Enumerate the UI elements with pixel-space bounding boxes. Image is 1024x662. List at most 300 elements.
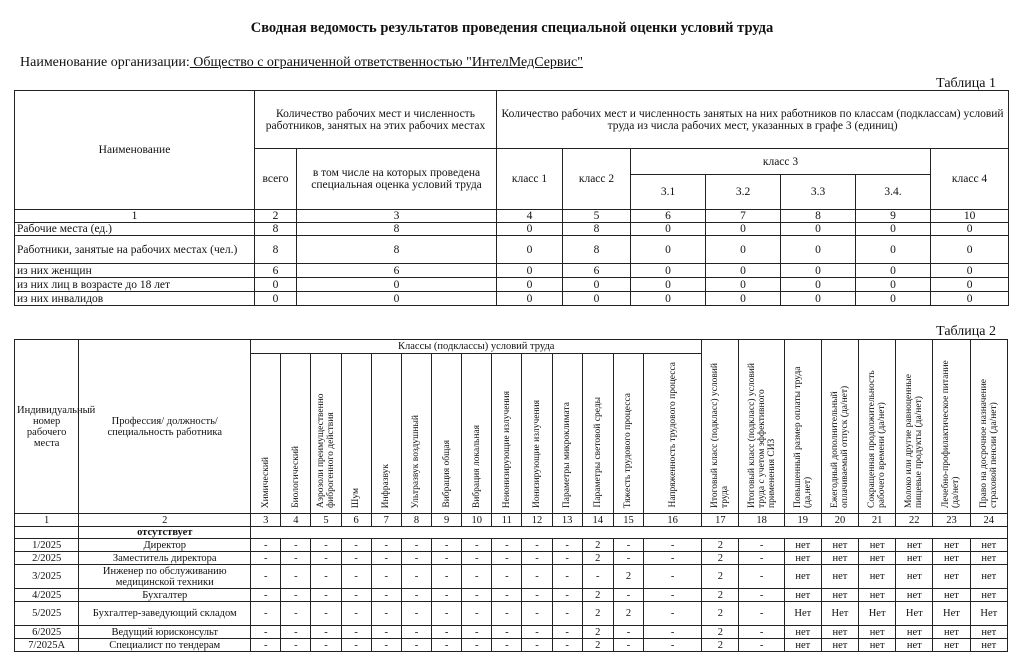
t2-cell: 2 <box>702 565 739 589</box>
t2-cell: нет <box>859 552 896 565</box>
t2-cell: - <box>341 565 371 589</box>
document-title: Сводная ведомость результатов проведения специальной оценки условий труда <box>250 20 774 36</box>
t1-header-total: всего <box>255 149 297 210</box>
t2-header-profession: Профессия/ должность/ специальность работника <box>79 340 251 514</box>
t2-header-classes: Классы (подклассы) условий труда <box>251 340 702 354</box>
t1-cell: 8 <box>563 223 631 236</box>
t2-factor-label: Параметры световой среды <box>592 397 603 508</box>
organization-name: Общество с ограниченной ответственностью "ИнтелМедСервис" <box>189 55 583 70</box>
t2-cell: - <box>281 589 311 602</box>
t2-factor-header <box>462 354 492 514</box>
t2-cell: - <box>251 626 281 639</box>
t2-cell: - <box>522 639 552 652</box>
t2-factor-label: Напряженность трудового процесса <box>667 362 678 508</box>
t1-row-name: из них инвалидов <box>15 292 255 306</box>
t2-cell: - <box>552 602 582 626</box>
t2-cell: - <box>281 539 311 552</box>
t2-cell: нет <box>933 589 970 602</box>
t2-factor-label: Вибрация общая <box>441 440 452 508</box>
table2-label: Таблица 2 <box>936 324 996 339</box>
t1-cell: 0 <box>497 278 563 292</box>
t2-cell: - <box>552 539 582 552</box>
t2-row <box>15 602 1008 626</box>
t2-cell: - <box>492 626 522 639</box>
t2-cell: - <box>644 589 702 602</box>
t2-cell: - <box>311 639 341 652</box>
t1-cell: 0 <box>781 236 856 264</box>
t1-column-number: 7 <box>706 210 781 223</box>
t2-column-number: 18 <box>739 514 784 527</box>
t2-cell: нет <box>933 539 970 552</box>
t2-cell: нет <box>970 552 1007 565</box>
t2-cell: - <box>522 552 552 565</box>
t2-cell: нет <box>933 626 970 639</box>
t2-cell: 2 <box>582 589 613 602</box>
t2-factor-header <box>644 354 702 514</box>
t2-row-id: 1/2025 <box>15 539 79 552</box>
t1-cell: 0 <box>781 223 856 236</box>
t2-row <box>15 552 1008 565</box>
t2-cell: нет <box>821 539 858 552</box>
workplaces-table <box>14 339 1008 652</box>
t2-cell: - <box>582 565 613 589</box>
t2-row-id: 6/2025 <box>15 626 79 639</box>
t2-cell: - <box>613 539 643 552</box>
t2-row-profession: Директор <box>79 539 251 552</box>
t2-column-number: 8 <box>401 514 431 527</box>
t1-cell: 8 <box>297 223 497 236</box>
t2-cell: - <box>492 639 522 652</box>
t2-cell: - <box>739 589 784 602</box>
t1-cell: 0 <box>931 236 1009 264</box>
t2-cell: - <box>432 565 462 589</box>
t2-cell: - <box>311 602 341 626</box>
t1-row <box>15 236 1009 264</box>
t1-cell: 0 <box>497 223 563 236</box>
t1-cell: 6 <box>297 264 497 278</box>
t1-cell: 0 <box>297 292 497 306</box>
t2-row <box>15 626 1008 639</box>
t1-cell: 0 <box>497 292 563 306</box>
t1-header-3-2: 3.2 <box>706 175 781 210</box>
t1-cell: 0 <box>856 236 931 264</box>
t1-cell: 0 <box>856 264 931 278</box>
organization-line <box>20 55 583 71</box>
t2-cell: - <box>432 639 462 652</box>
t2-cell: - <box>401 589 431 602</box>
t2-cell: - <box>462 602 492 626</box>
t2-row-profession: Бухгалтер <box>79 589 251 602</box>
t1-cell: 0 <box>931 292 1009 306</box>
t1-cell: 0 <box>255 292 297 306</box>
t1-cell: 0 <box>706 223 781 236</box>
t1-row-name: Работники, занятые на рабочих местах (чел.) <box>15 236 255 264</box>
t2-cell: - <box>462 552 492 565</box>
t2-cell: - <box>251 552 281 565</box>
t2-cell: нет <box>821 552 858 565</box>
t2-cell: - <box>371 589 401 602</box>
t2-cell: нет <box>784 565 821 589</box>
t2-cell: нет <box>933 565 970 589</box>
t2-cell: - <box>644 552 702 565</box>
t1-header-class2: класс 2 <box>563 149 631 210</box>
t1-cell: 8 <box>563 236 631 264</box>
t1-cell: 0 <box>706 236 781 264</box>
t2-cell: - <box>552 565 582 589</box>
t2-column-number: 22 <box>896 514 933 527</box>
t2-cell: - <box>644 565 702 589</box>
t2-row-profession: Ведущий юрисконсульт <box>79 626 251 639</box>
t2-cell: - <box>281 626 311 639</box>
t1-cell: 0 <box>631 292 706 306</box>
t2-cell: - <box>522 565 552 589</box>
t2-cell: нет <box>784 552 821 565</box>
t2-cell: Нет <box>821 602 858 626</box>
t2-cell: 2 <box>582 552 613 565</box>
t2-cell: - <box>281 602 311 626</box>
t2-cell: 2 <box>582 639 613 652</box>
t1-header-count: Количество рабочих мест и численность работников, занятых на этих рабочих местах <box>255 91 497 149</box>
t1-cell: 0 <box>856 223 931 236</box>
t2-cell: нет <box>970 539 1007 552</box>
t2-cell: нет <box>784 589 821 602</box>
t2-header-extra-leave: Ежегодный дополнительный оплачиваемый отпуск (да/нет) <box>821 340 858 514</box>
t2-factor-header <box>613 354 643 514</box>
t2-factor-header <box>552 354 582 514</box>
t1-cell: 0 <box>931 223 1009 236</box>
t2-header-final-class: Итоговый класс (подкласс) условий труда <box>702 340 739 514</box>
t2-cell: - <box>371 626 401 639</box>
t2-cell: Нет <box>859 602 896 626</box>
t1-column-number: 9 <box>856 210 931 223</box>
t2-factor-label: Аэрозоли преимущественно фиброгенного действия <box>316 393 337 508</box>
t2-column-number: 19 <box>784 514 821 527</box>
t2-cell: - <box>311 589 341 602</box>
t2-column-number: 24 <box>970 514 1007 527</box>
t1-row <box>15 292 1009 306</box>
t2-cell: - <box>281 565 311 589</box>
t2-cell: Нет <box>933 602 970 626</box>
t1-column-number: 5 <box>563 210 631 223</box>
t2-column-number: 16 <box>644 514 702 527</box>
t2-factor-label: Тяжесть трудового процесса <box>623 392 634 508</box>
t2-cell: - <box>522 602 552 626</box>
t2-column-number: 10 <box>462 514 492 527</box>
t2-cell: - <box>251 565 281 589</box>
t2-section-label: отсутствует <box>79 527 251 539</box>
t2-cell: - <box>341 602 371 626</box>
t1-row <box>15 223 1009 236</box>
t2-factor-header <box>311 354 341 514</box>
t2-header-milk: Молоко или другие равноценные пищевые продукты (да/нет) <box>896 340 933 514</box>
t2-cell: - <box>462 565 492 589</box>
t1-header-class1: класс 1 <box>497 149 563 210</box>
t2-cell: - <box>739 639 784 652</box>
t2-cell: - <box>739 626 784 639</box>
t2-cell: - <box>522 539 552 552</box>
t2-cell: 2 <box>702 552 739 565</box>
t2-header-final-class-siz: Итоговый класс (подкласс) условий труда с учетом эффективного применения СИЗ <box>739 340 784 514</box>
t2-factor-label: Биологический <box>290 446 301 508</box>
t2-column-number: 17 <box>702 514 739 527</box>
t2-cell: - <box>739 552 784 565</box>
t2-cell: - <box>739 565 784 589</box>
summary-table <box>14 90 1009 306</box>
t2-cell: нет <box>970 639 1007 652</box>
t2-cell: - <box>462 589 492 602</box>
t2-cell: - <box>371 602 401 626</box>
t2-row <box>15 565 1008 589</box>
t2-cell: - <box>644 626 702 639</box>
t1-cell: 0 <box>856 278 931 292</box>
t2-cell: - <box>432 552 462 565</box>
t2-cell: - <box>341 539 371 552</box>
t2-cell: нет <box>896 589 933 602</box>
t1-cell: 0 <box>497 264 563 278</box>
t2-cell: - <box>462 626 492 639</box>
t2-cell: 2 <box>702 602 739 626</box>
t1-cell: 8 <box>255 223 297 236</box>
t2-cell: нет <box>970 626 1007 639</box>
t2-cell: 2 <box>582 626 613 639</box>
t2-cell: - <box>613 552 643 565</box>
t2-cell: - <box>462 639 492 652</box>
t2-cell: нет <box>896 552 933 565</box>
t2-section-blank <box>15 527 79 539</box>
t2-cell: нет <box>784 539 821 552</box>
t2-column-number: 20 <box>821 514 858 527</box>
t2-cell: - <box>552 639 582 652</box>
t2-column-number: 21 <box>859 514 896 527</box>
t2-cell: нет <box>859 639 896 652</box>
t1-header-class3: класс 3 <box>631 149 931 175</box>
t2-cell: - <box>311 565 341 589</box>
t2-cell: - <box>401 626 431 639</box>
t2-cell: нет <box>821 589 858 602</box>
t1-column-number: 1 <box>15 210 255 223</box>
t1-header-3-1: 3.1 <box>631 175 706 210</box>
t2-cell: нет <box>933 639 970 652</box>
t1-cell: 6 <box>255 264 297 278</box>
t2-header-id: Индивидуальный номер рабочего места <box>15 340 79 514</box>
t2-row-id: 3/2025 <box>15 565 79 589</box>
t2-factor-label: Инфразвук <box>381 463 392 508</box>
t1-column-number: 2 <box>255 210 297 223</box>
t2-row-profession: Специалист по тендерам <box>79 639 251 652</box>
t1-cell: 0 <box>497 236 563 264</box>
t2-column-number: 7 <box>371 514 401 527</box>
t2-cell: нет <box>859 589 896 602</box>
t2-section-fill <box>251 527 1008 539</box>
t2-cell: - <box>401 639 431 652</box>
t1-cell: 0 <box>563 278 631 292</box>
t2-factor-header <box>251 354 281 514</box>
t2-cell: - <box>281 552 311 565</box>
t2-column-number: 13 <box>552 514 582 527</box>
t2-cell: 2 <box>582 539 613 552</box>
t1-header-3-4: 3.4. <box>856 175 931 210</box>
t2-header-increased-pay: Повышенный размер оплаты труда (да,нет) <box>784 340 821 514</box>
t2-cell: - <box>492 589 522 602</box>
t2-factor-label: Ионизирующие излучения <box>532 400 542 508</box>
t2-cell: 2 <box>582 602 613 626</box>
t2-cell: - <box>552 552 582 565</box>
t2-cell: - <box>492 602 522 626</box>
t1-cell: 0 <box>706 292 781 306</box>
t2-column-number: 1 <box>15 514 79 527</box>
t2-factor-label: Химический <box>260 456 271 508</box>
t2-cell: - <box>492 552 522 565</box>
t1-cell: 0 <box>706 264 781 278</box>
t1-cell: 0 <box>631 236 706 264</box>
t2-factor-label: Параметры микроклимата <box>562 401 573 508</box>
t2-cell: - <box>552 589 582 602</box>
t2-cell: 2 <box>702 639 739 652</box>
t2-factor-header <box>582 354 613 514</box>
t2-cell: нет <box>821 626 858 639</box>
t2-cell: - <box>341 589 371 602</box>
t1-cell: 0 <box>706 278 781 292</box>
t2-cell: Нет <box>970 602 1007 626</box>
t2-cell: - <box>492 565 522 589</box>
t1-column-number: 3 <box>297 210 497 223</box>
t2-row-profession: Бухгалтер-заведующий складом <box>79 602 251 626</box>
t1-cell: 0 <box>781 292 856 306</box>
t1-header-name: Наименование <box>15 91 255 210</box>
t1-row-name: из них лиц в возрасте до 18 лет <box>15 278 255 292</box>
t2-cell: - <box>644 539 702 552</box>
t2-cell: - <box>739 602 784 626</box>
t1-column-number: 10 <box>931 210 1009 223</box>
t1-cell: 0 <box>781 264 856 278</box>
t2-cell: - <box>371 639 401 652</box>
t1-column-number: 8 <box>781 210 856 223</box>
t2-factor-header <box>341 354 371 514</box>
t2-column-number: 14 <box>582 514 613 527</box>
t2-cell: нет <box>896 565 933 589</box>
t2-column-number: 3 <box>251 514 281 527</box>
t2-cell: - <box>341 626 371 639</box>
t1-header-assessed: в том числе на которых проведена специальная оценка условий труда <box>297 149 497 210</box>
t2-row <box>15 589 1008 602</box>
t2-cell: - <box>644 639 702 652</box>
t2-cell: - <box>311 552 341 565</box>
t2-row-profession: Заместитель директора <box>79 552 251 565</box>
t2-cell: - <box>492 539 522 552</box>
t1-column-number: 4 <box>497 210 563 223</box>
t2-column-number: 15 <box>613 514 643 527</box>
t2-row <box>15 539 1008 552</box>
t2-cell: - <box>432 626 462 639</box>
t2-column-number: 6 <box>341 514 371 527</box>
t2-header-reduced-hours: Сокращенная продолжительность рабочего времени (да/нет) <box>859 340 896 514</box>
t1-header-class4: класс 4 <box>931 149 1009 210</box>
t2-column-number: 9 <box>432 514 462 527</box>
t2-cell: Нет <box>784 602 821 626</box>
t2-factor-label: Вибрация локальная <box>471 424 482 508</box>
t2-cell: - <box>739 539 784 552</box>
t2-cell: - <box>371 539 401 552</box>
t2-cell: нет <box>896 539 933 552</box>
t2-cell: - <box>552 626 582 639</box>
organization-label: Наименование организации: <box>20 55 190 70</box>
t2-cell: нет <box>859 626 896 639</box>
t2-column-number: 23 <box>933 514 970 527</box>
t2-row-id: 5/2025 <box>15 602 79 626</box>
t2-cell: нет <box>784 639 821 652</box>
t2-cell: - <box>613 639 643 652</box>
t2-factor-header <box>401 354 431 514</box>
t2-cell: - <box>371 565 401 589</box>
t2-cell: - <box>432 602 462 626</box>
t2-header-early-pension: Право на досрочное назначение страховой пенсии (да/нет) <box>970 340 1007 514</box>
t2-factor-header <box>492 354 522 514</box>
t2-factor-label: Шум <box>351 487 362 508</box>
t2-column-number: 2 <box>79 514 251 527</box>
t2-cell: нет <box>859 565 896 589</box>
t2-cell: нет <box>784 626 821 639</box>
t2-cell: - <box>401 539 431 552</box>
t2-cell: - <box>462 539 492 552</box>
t1-cell: 8 <box>297 236 497 264</box>
t2-header-nutrition: Лечебно-профилактическое питание (да/нет) <box>933 340 970 514</box>
t1-cell: 8 <box>255 236 297 264</box>
t2-cell: нет <box>896 639 933 652</box>
t2-cell: - <box>432 539 462 552</box>
t1-cell: 0 <box>631 223 706 236</box>
t2-factor-header <box>522 354 552 514</box>
t1-header-3-3: 3.3 <box>781 175 856 210</box>
t2-factor-header <box>432 354 462 514</box>
t2-cell: - <box>341 639 371 652</box>
t2-column-number: 5 <box>311 514 341 527</box>
t2-factor-header <box>281 354 311 514</box>
t1-row <box>15 264 1009 278</box>
t2-row-id: 2/2025 <box>15 552 79 565</box>
t2-cell: 2 <box>613 565 643 589</box>
t1-header-classes: Количество рабочих мест и численность занятых на них работников по классам (подклассам) условий труда из числа рабочих мест, указанных в графе 3 (единиц) <box>497 91 1009 149</box>
t1-cell: 0 <box>255 278 297 292</box>
t2-cell: - <box>371 552 401 565</box>
t1-cell: 0 <box>931 264 1009 278</box>
t2-cell: - <box>251 602 281 626</box>
t1-cell: 0 <box>297 278 497 292</box>
t2-cell: нет <box>859 539 896 552</box>
t2-cell: - <box>644 602 702 626</box>
t1-cell: 0 <box>563 292 631 306</box>
t2-cell: - <box>401 565 431 589</box>
t2-cell: нет <box>933 552 970 565</box>
t1-cell: 0 <box>631 278 706 292</box>
t2-cell: - <box>432 589 462 602</box>
t2-row-id: 4/2025 <box>15 589 79 602</box>
t1-row <box>15 278 1009 292</box>
t2-cell: 2 <box>702 626 739 639</box>
t2-cell: Нет <box>896 602 933 626</box>
t2-cell: - <box>341 552 371 565</box>
t2-column-number: 11 <box>492 514 522 527</box>
t2-row <box>15 639 1008 652</box>
t1-cell: 6 <box>563 264 631 278</box>
t2-cell: - <box>522 589 552 602</box>
t2-cell: 2 <box>613 602 643 626</box>
t2-cell: - <box>401 552 431 565</box>
t1-cell: 0 <box>856 292 931 306</box>
t2-factor-label: Ультразвук воздушный <box>411 414 422 508</box>
t1-cell: 0 <box>631 264 706 278</box>
t2-cell: - <box>281 639 311 652</box>
t1-row-name: Рабочие места (ед.) <box>15 223 255 236</box>
